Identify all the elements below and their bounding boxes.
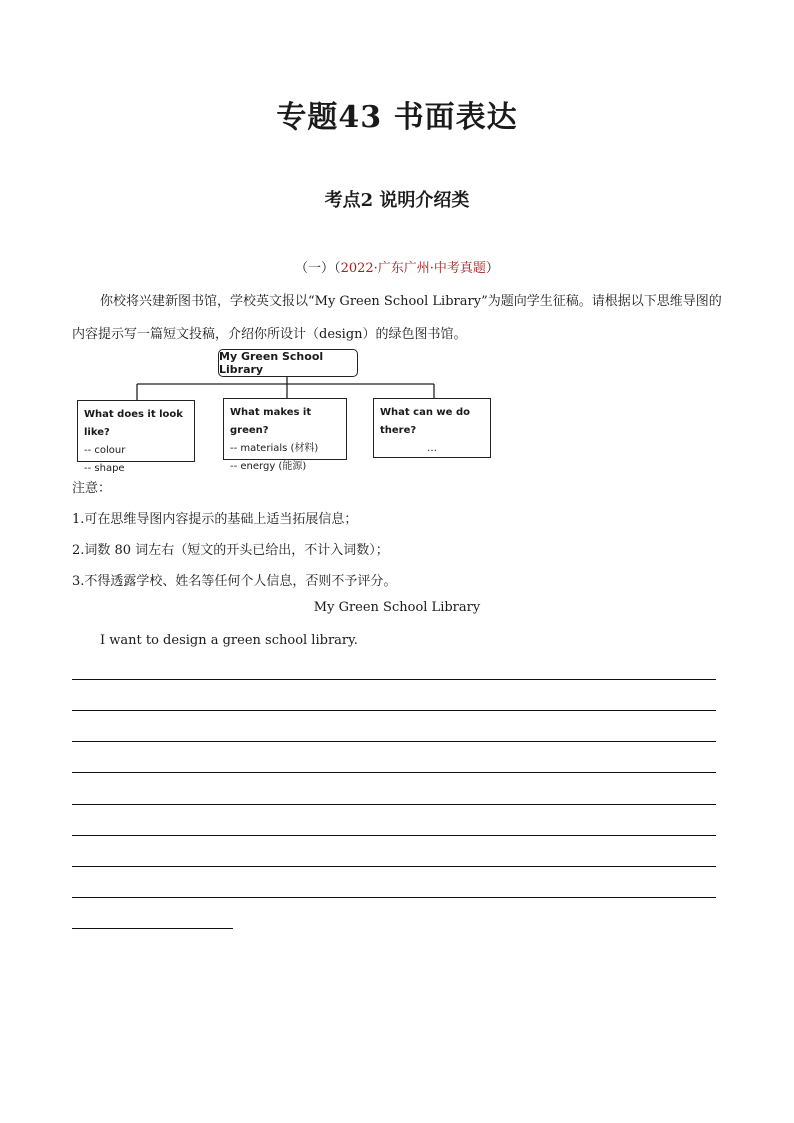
section-subtitle: 考点2 说明介绍类 xyxy=(324,190,470,211)
source-highlight: 2022·广东广州·中考真题 xyxy=(340,261,486,276)
note-item: 2.词数 80 词左右（短文的开头已给出，不计入词数）； xyxy=(72,543,389,558)
mind-map-branch-look xyxy=(77,400,195,474)
mind-map-branch-activities xyxy=(373,398,491,458)
branch-heading: What does it look like? xyxy=(84,409,183,438)
branch-item: … xyxy=(427,443,437,454)
note-item: 3.不得透露学校、姓名等任何个人信息，否则不予评分。 xyxy=(72,574,397,589)
writing-line[interactable] xyxy=(72,741,716,742)
writing-line[interactable] xyxy=(72,835,716,836)
writing-line[interactable] xyxy=(72,897,716,898)
writing-line[interactable] xyxy=(72,679,716,680)
essay-opening: I want to design a green school library. xyxy=(100,633,358,648)
mind-map-branch-green xyxy=(223,398,347,472)
source-suffix: ） xyxy=(485,261,499,276)
writing-line[interactable] xyxy=(72,710,716,711)
writing-line[interactable] xyxy=(72,772,716,773)
page-title: 专题43 书面表达 xyxy=(276,100,518,135)
writing-line[interactable] xyxy=(72,804,716,805)
notes-label: 注意： xyxy=(72,481,112,496)
writing-line-short[interactable] xyxy=(72,928,233,929)
branch-item: -- materials (材料) xyxy=(230,443,319,454)
mind-map-root: My Green School Library xyxy=(218,349,358,377)
note-item: 1.可在思维导图内容提示的基础上适当拓展信息； xyxy=(72,512,358,527)
branch-heading: What makes it green? xyxy=(230,407,312,436)
writing-line[interactable] xyxy=(72,866,716,867)
source-prefix: （一）（ xyxy=(295,261,341,276)
branch-heading: What can we do there? xyxy=(380,407,470,436)
essay-heading: My Green School Library xyxy=(313,600,481,615)
branch-item: -- energy (能源) xyxy=(230,461,307,472)
branch-item: -- colour xyxy=(84,445,126,456)
branch-item: -- shape xyxy=(84,463,125,474)
task-prompt: 你校将兴建新图书馆，学校英文报以“My Green School Library”为题向学生征稿。请根据以下思维导图的内容提示写一篇短文投稿，介绍你所设计（design）的绿色图书馆。 xyxy=(72,294,722,342)
